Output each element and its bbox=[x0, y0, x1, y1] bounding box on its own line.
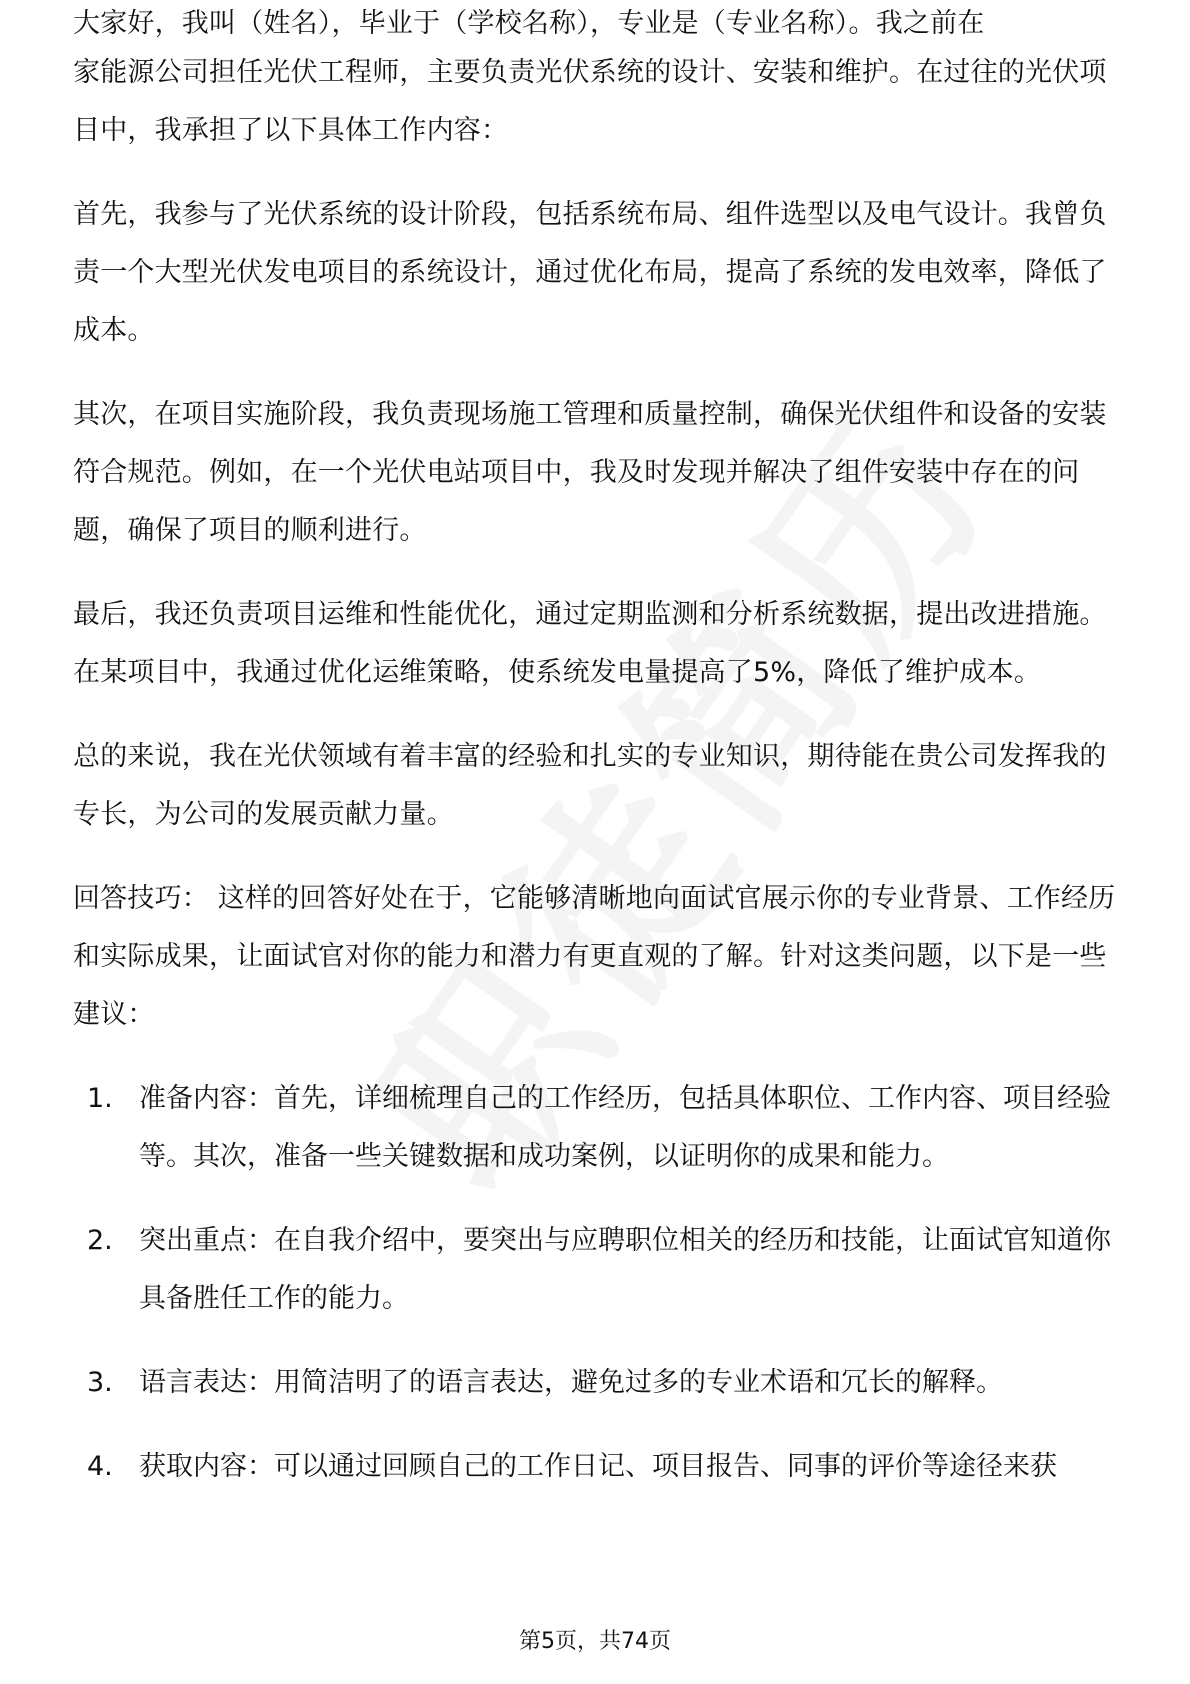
list-item bbox=[87, 1070, 1123, 1186]
list-text: 获取内容：可以通过回顾自己的工作日记、项目报告、同事的评价等途径来获 bbox=[139, 1451, 1057, 1482]
list-text: 突出重点：在自我介绍中，要突出与应聘职位相关的经历和技能，让面试官知道你具备胜任工作的能力。 bbox=[139, 1225, 1111, 1314]
list-text: 语言表达：用简洁明了的语言表达，避免过多的专业术语和冗长的解释。 bbox=[139, 1367, 1003, 1398]
paragraph-design: 首先，我参与了光伏系统的设计阶段，包括系统布局、组件选型以及电气设计。我曾负责一个大型光伏发电项目的系统设计，通过优化布局，提高了系统的发电效率，降低了成本。 bbox=[73, 199, 1107, 346]
list-item bbox=[87, 1438, 1123, 1496]
page-footer: 第5页，共74页 bbox=[519, 1629, 671, 1654]
list-number: 4. bbox=[87, 1451, 113, 1482]
list-item bbox=[87, 1354, 1123, 1412]
list-number: 3. bbox=[87, 1367, 113, 1398]
paragraph-tips: 回答技巧： 这样的回答好处在于，它能够清晰地向面试官展示你的专业背景、工作经历和实际成果，让面试官对你的能力和潜力有更直观的了解。针对这类问题，以下是一些建议： bbox=[73, 883, 1116, 1030]
list-text: 准备内容：首先，详细梳理自己的工作经历，包括具体职位、工作内容、项目经验等。其次，准备一些关键数据和成功案例，以证明你的成果和能力。 bbox=[139, 1083, 1111, 1172]
document-body bbox=[73, 8, 1123, 1522]
paragraph-summary: 总的来说，我在光伏领域有着丰富的经验和扎实的专业知识，期待能在贵公司发挥我的专长，为公司的发展贡献力量。 bbox=[73, 741, 1107, 830]
tips-list bbox=[73, 1070, 1123, 1496]
list-number: 2. bbox=[87, 1225, 113, 1256]
list-item bbox=[87, 1212, 1123, 1328]
paragraph-intro-continued: 家能源公司担任光伏工程师，主要负责光伏系统的设计、安装和维护。在过往的光伏项目中，我承担了以下具体工作内容： bbox=[73, 57, 1107, 146]
paragraph-implementation: 其次，在项目实施阶段，我负责现场施工管理和质量控制，确保光伏组件和设备的安装符合规范。例如，在一个光伏电站项目中，我及时发现并解决了组件安装中存在的问题，确保了项目的顺利进行。 bbox=[73, 399, 1107, 546]
paragraph-operations: 最后，我还负责项目运维和性能优化，通过定期监测和分析系统数据，提出改进措施。在某项目中，我通过优化运维策略，使系统发电量提高了5%，降低了维护成本。 bbox=[73, 599, 1107, 688]
partial-top-line: 大家好，我叫（姓名），毕业于（学校名称），专业是（专业名称）。我之前在 bbox=[73, 8, 985, 39]
list-number: 1. bbox=[87, 1083, 113, 1114]
